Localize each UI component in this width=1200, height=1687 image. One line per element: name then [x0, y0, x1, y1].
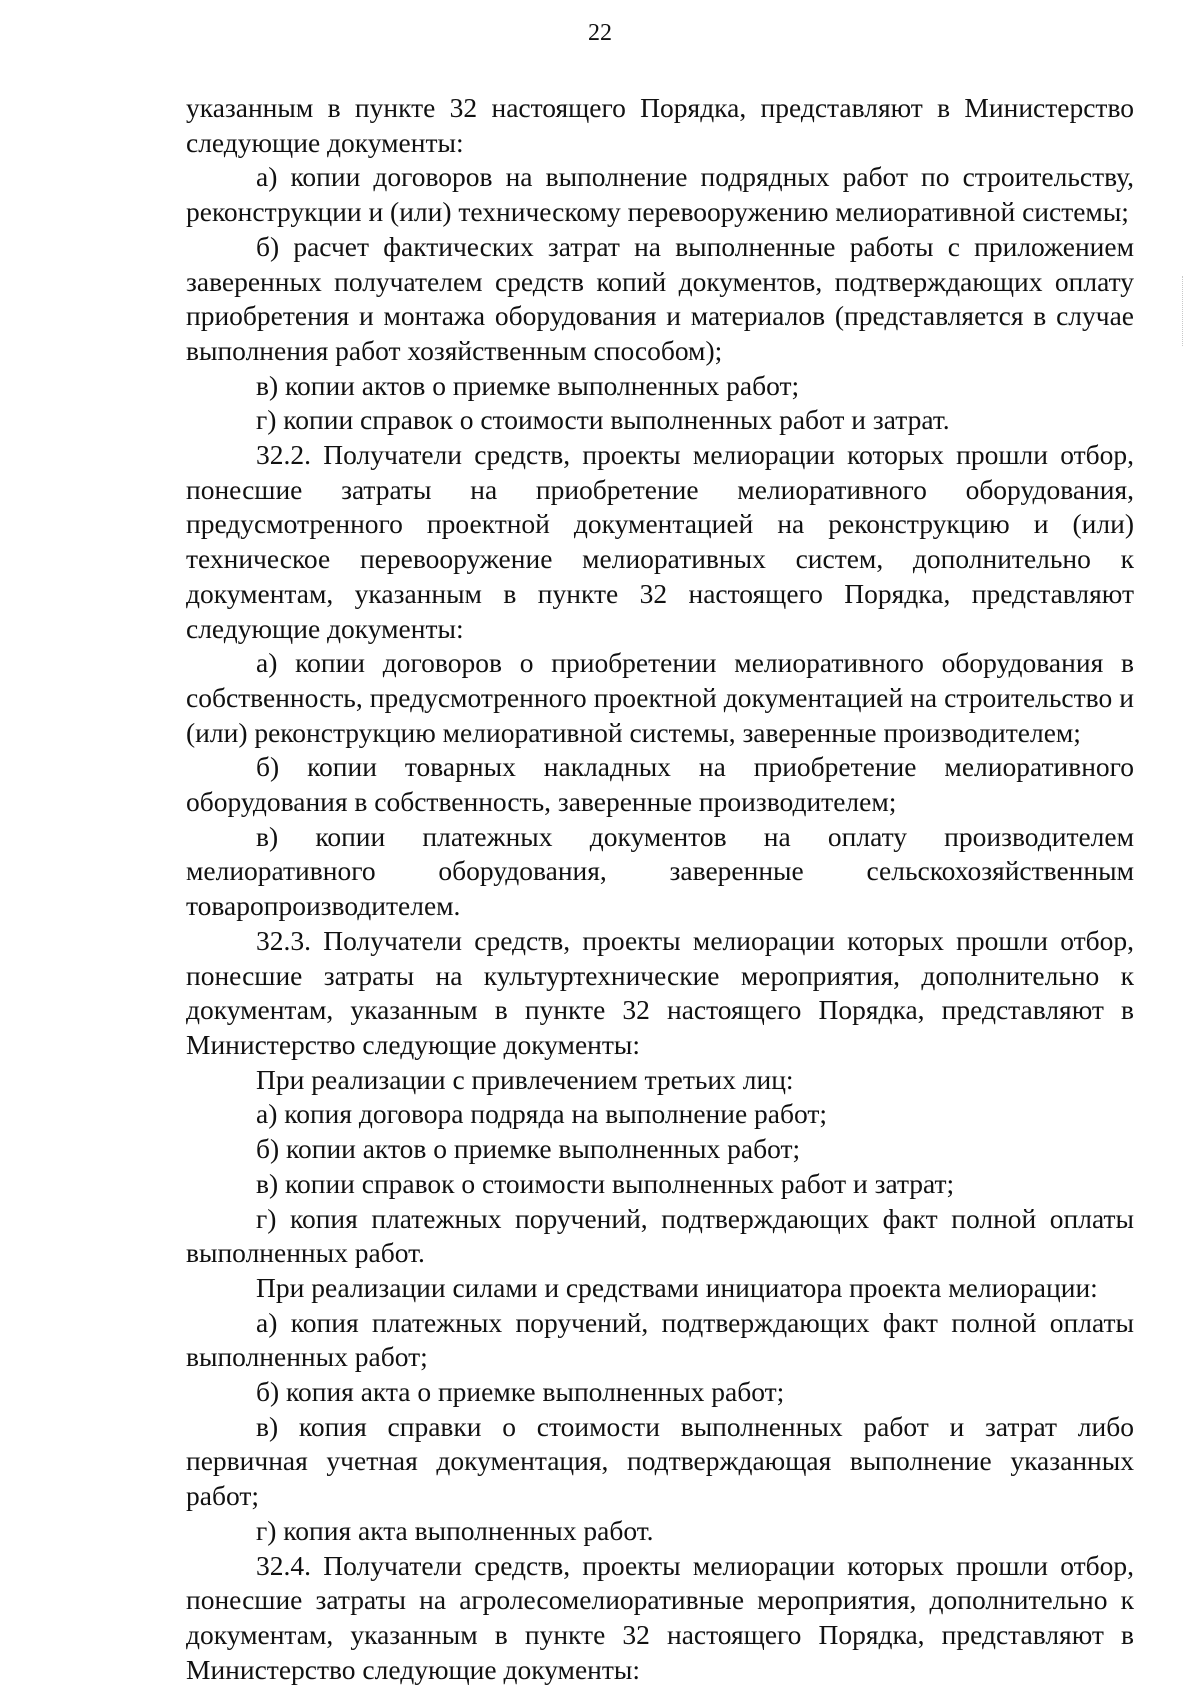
paragraph-intro: указанным в пункте 32 настоящего Порядка, представляют в Министерство следующие документы:	[186, 92, 1134, 158]
paragraph-item-v-acceptance-acts: в) копии актов о приемке выполненных работ;	[256, 369, 800, 401]
paragraph-32-2-item-a: а) копии договоров о приобретении мелиоративного оборудования в собственность, предусмотренного проектной документацией на строительство и (или) реконструкцию мелиоративной системы, заверенные производителем;	[186, 647, 1134, 748]
page-number: 22	[588, 20, 612, 46]
paragraph-32-3-third-parties-item-g: г) копия платежных поручений, подтверждающих факт полной оплаты выполненных работ.	[186, 1202, 1134, 1269]
paragraph-32-3-own-forces-item-b: б) копия акта о приемке выполненных работ;	[256, 1376, 785, 1408]
paragraph-32-2-item-v: в) копии платежных документов на оплату производителем мелиоративного оборудования, заверенные сельскохозяйственным товаропроизводителем.	[186, 820, 1134, 922]
document-body	[186, 91, 1134, 1687]
paragraph-32-3-third-parties-item-a: а) копия договора подряда на выполнение работ;	[256, 1098, 828, 1130]
paragraph-item-g-cost-certificates: г) копии справок о стоимости выполненных работ и затрат.	[256, 404, 950, 436]
paragraph-section-32-3: 32.3. Получатели средств, проекты мелиорации которых прошли отбор, понесшие затраты на культуртехнические мероприятия, дополнительно к документам, указанным в пункте 32 настоящего Порядка, представляют в Министерство следующие документы:	[186, 924, 1134, 1060]
paragraph-32-3-third-parties-item-b: б) копии актов о приемке выполненных работ;	[256, 1133, 801, 1165]
paragraph-32-3-own-forces-item-g: г) копия акта выполненных работ.	[256, 1514, 654, 1546]
paragraph-32-3-third-parties-heading: При реализации с привлечением третьих лиц:	[256, 1063, 794, 1095]
paragraph-32-2-item-b: б) копии товарных накладных на приобретение мелиоративного оборудования в собственность, заверенные производителем;	[186, 751, 1134, 818]
paragraph-section-32-4: 32.4. Получатели средств, проекты мелиорации которых прошли отбор, понесшие затраты на агролесомелиоративные мероприятия, дополнительно к документам, указанным в пункте 32 настоящего Порядка, представляют в Министерство следующие документы:	[186, 1549, 1134, 1685]
paragraph-32-3-own-forces-heading: При реализации силами и средствами инициатора проекта мелиорации:	[256, 1271, 1098, 1303]
paragraph-32-3-own-forces-item-a: а) копия платежных поручений, подтверждающих факт полной оплаты выполненных работ;	[186, 1306, 1134, 1373]
paragraph-item-a-contracts: а) копии договоров на выполнение подрядных работ по строительству, реконструкции и (или) техническому перевооружению мелиоративной системы;	[186, 161, 1134, 228]
paragraph-item-b-cost-calculation: б) расчет фактических затрат на выполненные работы с приложением заверенных получателем средств копий документов, подтверждающих оплату приобретения и монтажа оборудования и материалов (представляется в случае выполнения работ хозяйственным способом);	[186, 230, 1134, 366]
paragraph-section-32-2: 32.2. Получатели средств, проекты мелиорации которых прошли отбор, понесшие затраты на приобретение мелиоративного оборудования, предусмотренного проектной документацией на реконструкцию и (или) техническое перевооружение мелиоративных систем, дополнительно к документам, указанным в пункте 32 настоящего Порядка, представляют следующие документы:	[186, 439, 1134, 644]
paragraph-32-3-third-parties-item-v: в) копии справок о стоимости выполненных работ и затрат;	[256, 1167, 955, 1199]
scan-edge-marks	[1182, 276, 1186, 346]
paragraph-32-3-own-forces-item-v: в) копия справки о стоимости выполненных работ и затрат либо первичная учетная документация, подтверждающая выполнение указанных работ;	[186, 1410, 1134, 1512]
